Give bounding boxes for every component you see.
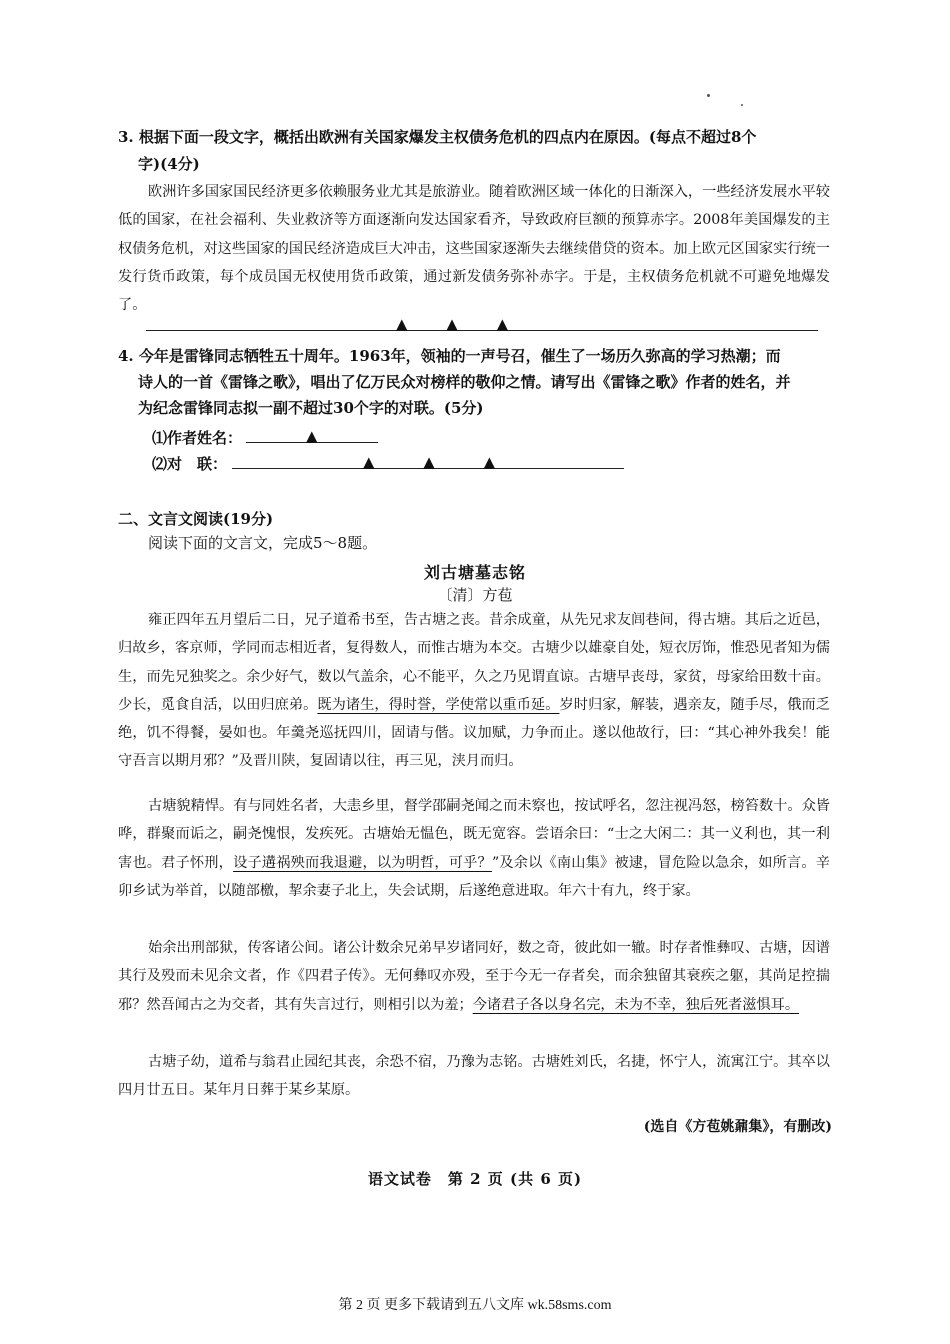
essay-paragraph-2 — [118, 792, 830, 905]
q4-prompt-line2: 诗人的一首《雷锋之歌》，唱出了亿万民众对榜样的敬仰之情。请写出《雷锋之歌》作者的姓名，并 — [138, 373, 791, 391]
q4-prompt-line3: 为纪念雷锋同志拟一副不超过30个字的对联。(5分) — [138, 399, 484, 417]
q4-author-label: ⑴作者姓名： — [152, 429, 243, 447]
essay-source: (选自《方苞姚鼐集》，有删改) — [643, 1119, 832, 1135]
essay-p3-text: 始余出刑部狱，传客诸公间。诸公计数余兄弟早岁诸同好，数之奇，彼此如一辙。时存者惟彝叹、古塘，因谱其行及殁而未见余文者，作《四君子传》。无何彝叹亦殁，至于今无一存者矣，而余独留其衰疾之躯，其尚足控揣邪？然吾闻古之为交者，其有失言过行，则相引以为羞； — [118, 940, 830, 1013]
essay-p4-text: 古塘子幼，道希与翁君止园纪其丧，余恐不宿，乃豫为志铭。古塘姓刘氏，名捷，怀宁人，流寓江宁。其卒以四月廿五日。某年月日葬于某乡某原。 — [118, 1054, 830, 1099]
q4-prompt-line1: 4. 今年是雷锋同志牺牲五十周年。1963年，领袖的一声号召，催生了一场历久弥高的学习热潮；而 — [118, 347, 781, 365]
essay-p2-underlined: 设子遘祸殃而我退避，以为明哲，可乎？ — [233, 854, 492, 871]
essay-paragraph-3 — [118, 934, 830, 1019]
q3-answer-marks: ▲ ▲ ▲ — [396, 315, 509, 333]
essay-paragraph-1 — [118, 606, 830, 776]
q4-couplet-marks: ▲ ▲ ▲ — [363, 453, 496, 471]
essay-title: 刘古塘墓志铭 — [423, 563, 526, 582]
scan-speck — [741, 104, 743, 106]
essay-p2-text: 古塘貌精悍。有与同姓名者，大恚乡里，督学邵嗣尧闻之而未察也，按试呼名，忽注视冯怒，榜笞数十。众皆哗，群聚而诟之，嗣尧愧恨，发疾死。古塘始无愠色，既无宽容。尝语余曰：“士之大闲二：其一义利也，其一利害也。君子怀刑， — [118, 798, 830, 871]
essay-p3-underlined: 今诸君子各以身名完，未为不幸，独后死者滋惧耳。 — [472, 996, 800, 1013]
essay-p1-text-cont: 岁时归家，解装，遇亲友，随手尽，俄而乏绝，饥不得餐，晏如也。年羹尧巡抚四川，固请与偕。议加赋，力争而止。遂以他故行，曰：“其心神外我矣！能守吾言以期月邪？”及晋川陕，复固请以往，再三见，浃月而归。 — [118, 696, 830, 770]
section-instruction: 阅读下面的文言文，完成5～8题。 — [148, 534, 378, 552]
essay-paragraph-4 — [118, 1048, 830, 1105]
q3-passage-text: 欧洲许多国家国民经济更多依赖服务业尤其是旅游业。随着欧洲区域一体化的日渐深入，一些经济发展水平较低的国家，在社会福利、失业救济等方面逐渐向发达国家看齐，导致政府巨额的预算赤字。2008年美国爆发的主权债务危机，对这些国家的国民经济造成巨大冲击，这些国家逐渐失去继续借贷的资本。加上欧元区国家实行统一发行货币政策，每个成员国无权使用货币政策，通过新发债务弥补赤字。于是，主权债务危机就不可避免地爆发了。 — [118, 184, 830, 314]
essay-p1-text: 雍正四年五月望后二日，兄子道希书至，告古塘之丧。昔余成童，从先兄求友闾巷间，得古塘。其后之近邑，归故乡，客京师，学同而志相近者，复得数人，而惟古塘为本交。古塘少以雄豪自处，短衣厉饰，惟恐见者知为儒生，而先兄独奖之。余少好气，数以气盖余，心不能平，久之乃见谓直谅。古塘早丧母，家贫，母家给田数十亩。少长，觅食自活，以田归庶弟。 — [118, 612, 830, 713]
q3-prompt-line2: 字)(4分) — [138, 155, 200, 173]
q3-passage — [118, 178, 830, 319]
q4-author-mark: ▲ — [306, 427, 318, 445]
section-heading: 二、文言文阅读(19分) — [118, 510, 274, 528]
page-footer-label: 语文试卷 第 2 页 (共 6 页) — [367, 1170, 583, 1188]
q3-prompt-line1: 3. 根据下面一段文字，概括出欧洲有关国家爆发主权债务危机的四点内在原因。(每点不超过8个 — [118, 128, 757, 146]
essay-p2-text-cont: ”及余以《南山集》被逮，冒危险以急余，如所言。辛卯乡试为举首，以随部檄，挈余妻子北上，失会试期，后遂绝意进取。年六十有九，终于家。 — [118, 854, 830, 899]
download-watermark: 第 2 页 更多下载请到五八文库 wk.58sms.com — [338, 1298, 612, 1313]
essay-p1-underlined: 既为诸生，得时誉，学使常以重币延。 — [317, 696, 560, 713]
scan-speck — [707, 94, 710, 97]
q4-couplet-label: ⑵对 联： — [152, 455, 228, 473]
essay-author: 〔清〕方苞 — [437, 586, 513, 604]
